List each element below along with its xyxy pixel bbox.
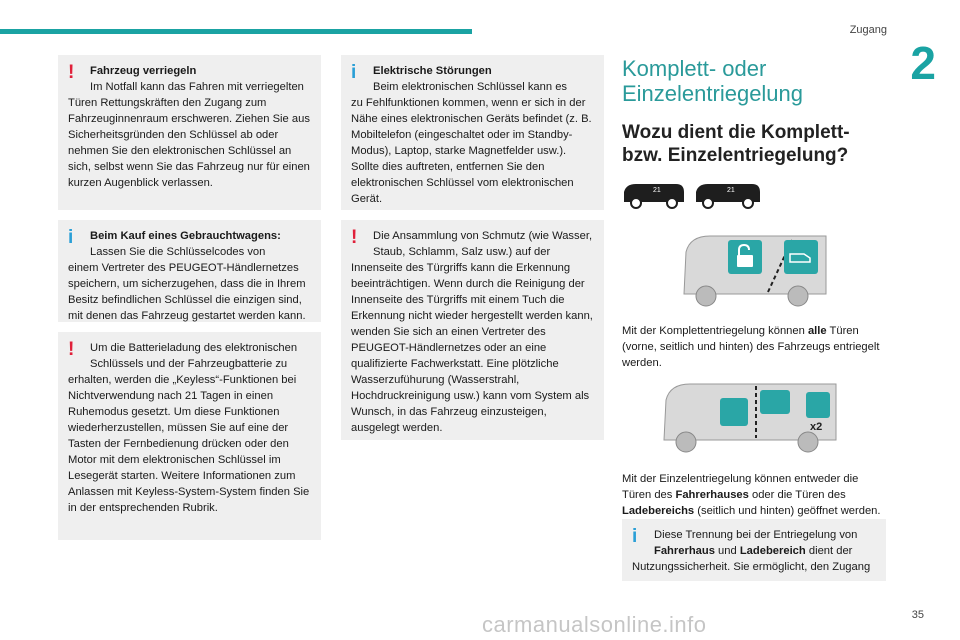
box-body: erhalten, werden die „Keyless“-Funktionen bei Nichtverwendung nach 21 Tagen in einen Ruhemodus gesetzt. Um diese Funktionen wiederherzustellen, müssen Sie auf eine der Tasten der Fernbedienung drücken oder den Motor mit dem elektronischen Schlüssel im Lesegerät starten. Weitere Informationen zum Anlassen mit Keyless-System-System finden Sie in der entsprechenden Rubrik.	[68, 374, 310, 514]
subsection-heading: Wozu dient die Komplett- bzw. Einzelentriegelung?	[622, 122, 850, 166]
svg-text:21: 21	[727, 187, 735, 194]
warning-icon: !	[351, 227, 358, 248]
box-first-line: Im Notfall kann das Fahren mit verriegelten	[90, 81, 304, 93]
svg-text:x2: x2	[810, 421, 823, 433]
header-accent-line	[0, 29, 472, 34]
box-body: Türen Rettungskräften den Zugang zum Fahrzeuginnenraum erschweren. Ziehen Sie aus Sicherheitsgründen den Schlüssel ab oder nehmen Sie den elektronischen Schlüssel an sich, selbst wenn Sie das Fahrzeug nur für einen kurzen Augenblick verlassen.	[68, 97, 310, 189]
van-long-icon	[696, 184, 760, 208]
van-models-illustration	[622, 180, 762, 210]
box-body: Nutzungssicherheit. Sie ermöglicht, den Zugang	[632, 561, 871, 573]
unlock-icon	[720, 398, 748, 426]
single-unlock-illustration	[660, 380, 840, 458]
box-body: zu Fehlfunktionen kommen, wenn er sich in der Nähe eines elektronischen Geräts befindet (z. B. Mobiltelefon (eingeschaltet oder im Standby-Modus), Laptop, starke Magnetfelder usw.). Sollte dies auftreten, entfernen Sie den elektronischen Schlüssel vom elektronischen Gerät.	[351, 97, 592, 205]
info-icon: i	[632, 526, 638, 547]
warning-icon: !	[68, 62, 75, 83]
page-number: 35	[911, 609, 924, 621]
box-title: Fahrzeug verriegeln	[90, 65, 197, 77]
box-title: Beim Kauf eines Gebrauchtwagens:	[90, 230, 281, 242]
full-unlock-illustration	[680, 232, 830, 312]
box-first-line: Beim elektronischen Schlüssel kann es	[373, 81, 568, 93]
cargo-unlock-icon	[760, 390, 790, 414]
warning-box-battery	[58, 332, 321, 540]
box-first-line: Lassen Sie die Schlüsselcodes von	[90, 246, 266, 258]
box-body: einem Vertreter des PEUGEOT-Händlernetzes speichern, um sicherzugehen, dass die in Ihrem Besitz befindlichen Schlüssel die einzigen sind, mit denen das Fahrzeug gestartet werden kann.	[68, 262, 306, 322]
box-first-line: Um die Batterieladung des elektronischen Schlüssels und der Fahrzeugbatterie zu	[90, 342, 298, 370]
info-box-separation: i Diese Trennung bei der Entriegelung von Fahrerhaus und Ladebereich dient der Nutzungssicherheit. Sie ermöglicht, den Zugang	[622, 519, 886, 581]
warning-icon: !	[68, 339, 75, 360]
unlock-icon	[806, 392, 830, 418]
warning-box-dirt	[341, 220, 604, 440]
info-box-electrical-interference	[341, 55, 604, 210]
full-unlock-text: Mit der Komplettentriegelung können alle Türen (vorne, seitlich und hinten) des Fahrzeugs entriegelt werden.	[622, 325, 880, 369]
cargo-unlock-icon	[784, 240, 818, 274]
info-box-used-car	[58, 220, 321, 322]
svg-text:21: 21	[653, 187, 661, 194]
watermark: carmanualsonline.info	[482, 612, 707, 637]
single-unlock-text: Mit der Einzelentriegelung können entweder die Türen des Fahrerhauses oder die Türen des Ladebereichs (seitlich und hinten) geöffnet werden.	[622, 473, 881, 517]
box-first-line: Die Ansammlung von Schmutz (wie Wasser, Staub, Schlamm, Salz usw.) auf der	[373, 230, 593, 258]
section-title: Zugang	[849, 24, 887, 36]
info-icon: i	[351, 62, 357, 83]
box-body: Innenseite des Türgriffs kann die Erkennung beeinträchtigen. Wenn durch die Reinigung der Innenseite des Türgriffs mit einem Tuch die Erkennung nicht wieder hergestellt werden kann, wenden Sie sich an einen Vertreter des PEUGEOT-Händlernetzes oder an eine qualifizierte Fachwerkstatt. Eine plötzliche Wasserzufühurung (Wasserstrahl, Hochdruckreinigung usw.) kann vom System als Wunsch, in das Fahrzeug einzusteigen, ausgelegt werden.	[351, 262, 593, 434]
section-heading: Komplett- oder Einzelentriegelung	[622, 56, 804, 106]
info-icon: i	[68, 227, 74, 248]
chapter-number: 2	[910, 37, 936, 89]
warning-box-lock-vehicle	[58, 55, 321, 210]
van-short-icon	[624, 184, 684, 208]
box-title: Elektrische Störungen	[373, 65, 492, 77]
